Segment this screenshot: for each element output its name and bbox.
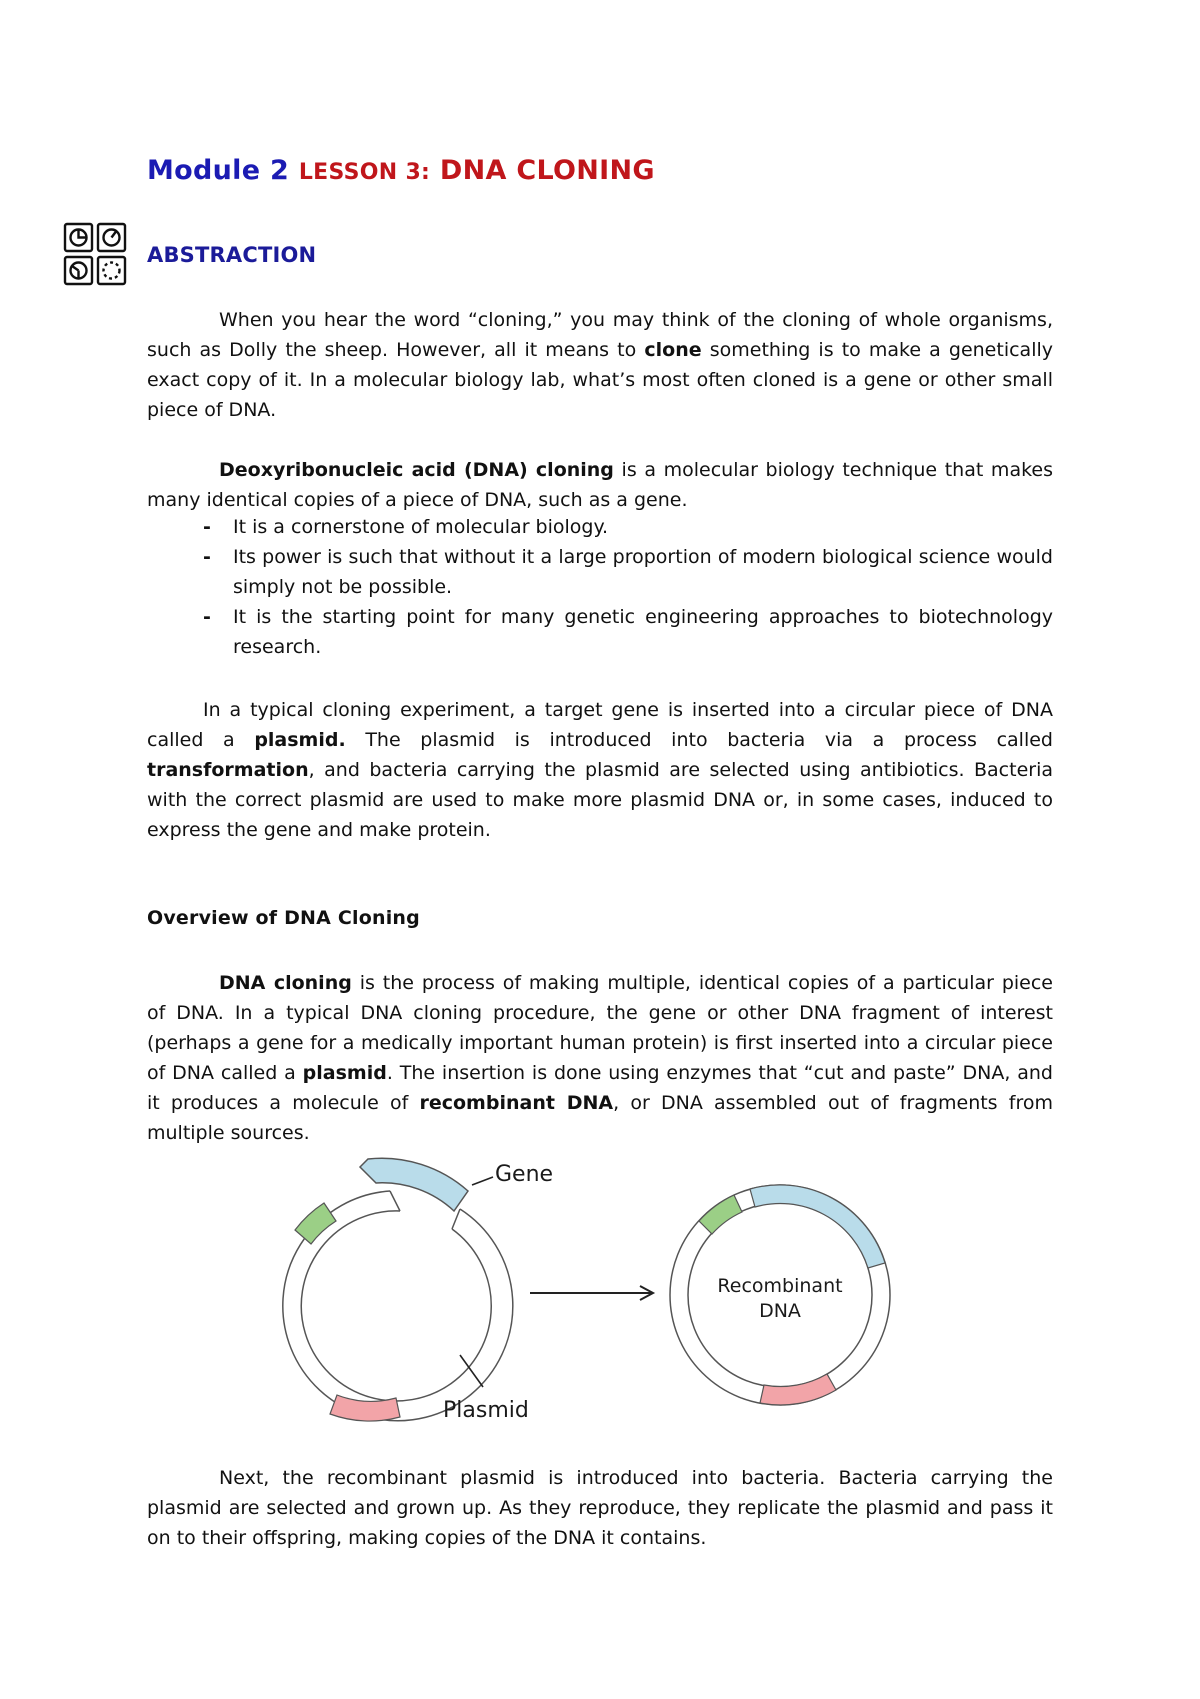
typical-term-transformation: transformation <box>147 759 309 781</box>
gene-fragment <box>360 1158 468 1211</box>
module-label: Module 2 <box>147 155 290 186</box>
gene-label: Gene <box>495 1162 554 1187</box>
list-item <box>147 602 1053 662</box>
bullet-icon: - <box>203 546 211 568</box>
pink-marker <box>760 1374 836 1405</box>
bullet-text: It is a cornerstone of molecular biology. <box>233 516 609 538</box>
typical-text-2: The plasmid is introduced into bacteria via a process called <box>345 729 1053 751</box>
lesson-label: LESSON 3: <box>298 160 431 185</box>
green-marker <box>699 1195 742 1234</box>
arrow-icon <box>530 1286 653 1300</box>
typical-term-plasmid: plasmid. <box>254 729 346 751</box>
lesson-title <box>147 155 655 186</box>
overview-term-plasmid: plasmid <box>302 1062 387 1084</box>
bullet-icon: - <box>203 516 211 538</box>
section-heading: ABSTRACTION <box>147 243 317 267</box>
intro-paragraph <box>147 305 1053 425</box>
overview-text-3: , or DNA assembled out of fragments from multiple sources. <box>147 1092 1053 1144</box>
pink-marker <box>330 1395 400 1421</box>
bullet-icon: - <box>203 606 211 628</box>
intro-text-2: something is to make a genetically exact copy of it. In a molecular biology lab, what’s most often cloned is a gene or other small piece of DNA. <box>147 339 1053 421</box>
intro-term-clone: clone <box>644 339 702 361</box>
topic-label: DNA CLONING <box>439 155 655 186</box>
open-plasmid <box>283 1191 513 1421</box>
cloning-diagram <box>240 1155 960 1435</box>
list-item <box>147 512 1053 542</box>
bullet-text: Its power is such that without it a large proportion of modern biological science would simply not be possible. <box>233 546 1053 598</box>
typical-text-1: In a typical cloning experiment, a target gene is inserted into a circular piece of DNA called a <box>147 699 1053 751</box>
gene-insert <box>750 1185 885 1268</box>
definition-paragraph <box>147 455 1053 515</box>
list-item <box>147 542 1053 602</box>
overview-term-recombinant: recombinant DNA <box>419 1092 614 1114</box>
typical-text-3: , and bacteria carrying the plasmid are selected using antibiotics. Bacteria with the correct plasmid are used to make more plasmid DNA or, in some cases, induced to express the gene and make protein. <box>147 759 1053 841</box>
definition-term: Deoxyribonucleic acid (DNA) cloning <box>219 459 614 481</box>
definition-text: is a molecular biology technique that makes many identical copies of a piece of DNA, such as a gene. <box>147 459 1053 511</box>
dna-label: DNA <box>759 1300 801 1322</box>
overview-term-dna-cloning: DNA cloning <box>219 972 352 994</box>
overview-paragraph <box>147 968 1053 1148</box>
worksheet-grid-icon <box>63 222 127 286</box>
next-paragraph <box>147 1463 1053 1553</box>
recombinant-label: Recombinant <box>717 1275 843 1297</box>
bullet-list <box>147 512 1053 662</box>
overview-text-2: . The insertion is done using enzymes that “cut and paste” DNA, and it produces a molecule of <box>147 1062 1053 1114</box>
bullet-text: It is the starting point for many genetic engineering approaches to biotechnology research. <box>233 606 1053 658</box>
overview-heading: Overview of DNA Cloning <box>147 907 420 929</box>
intro-text-1: When you hear the word “cloning,” you may think of the cloning of whole organisms, such as Dolly the sheep. However, all it means to <box>147 309 1053 361</box>
plasmid-label: Plasmid <box>443 1398 529 1423</box>
overview-text-1: is the process of making multiple, identical copies of a particular piece of DNA. In a typical DNA cloning procedure, the gene or other DNA fragment of interest (perhaps a gene for a medically important human protein) is first inserted into a circular piece of DNA called a <box>147 972 1053 1084</box>
typical-experiment-paragraph <box>147 695 1053 845</box>
next-text: Next, the recombinant plasmid is introduced into bacteria. Bacteria carrying the plasmid are selected and grown up. As they reproduce, they replicate the plasmid and pass it on to their offspring, making copies of the DNA it contains. <box>147 1467 1053 1549</box>
